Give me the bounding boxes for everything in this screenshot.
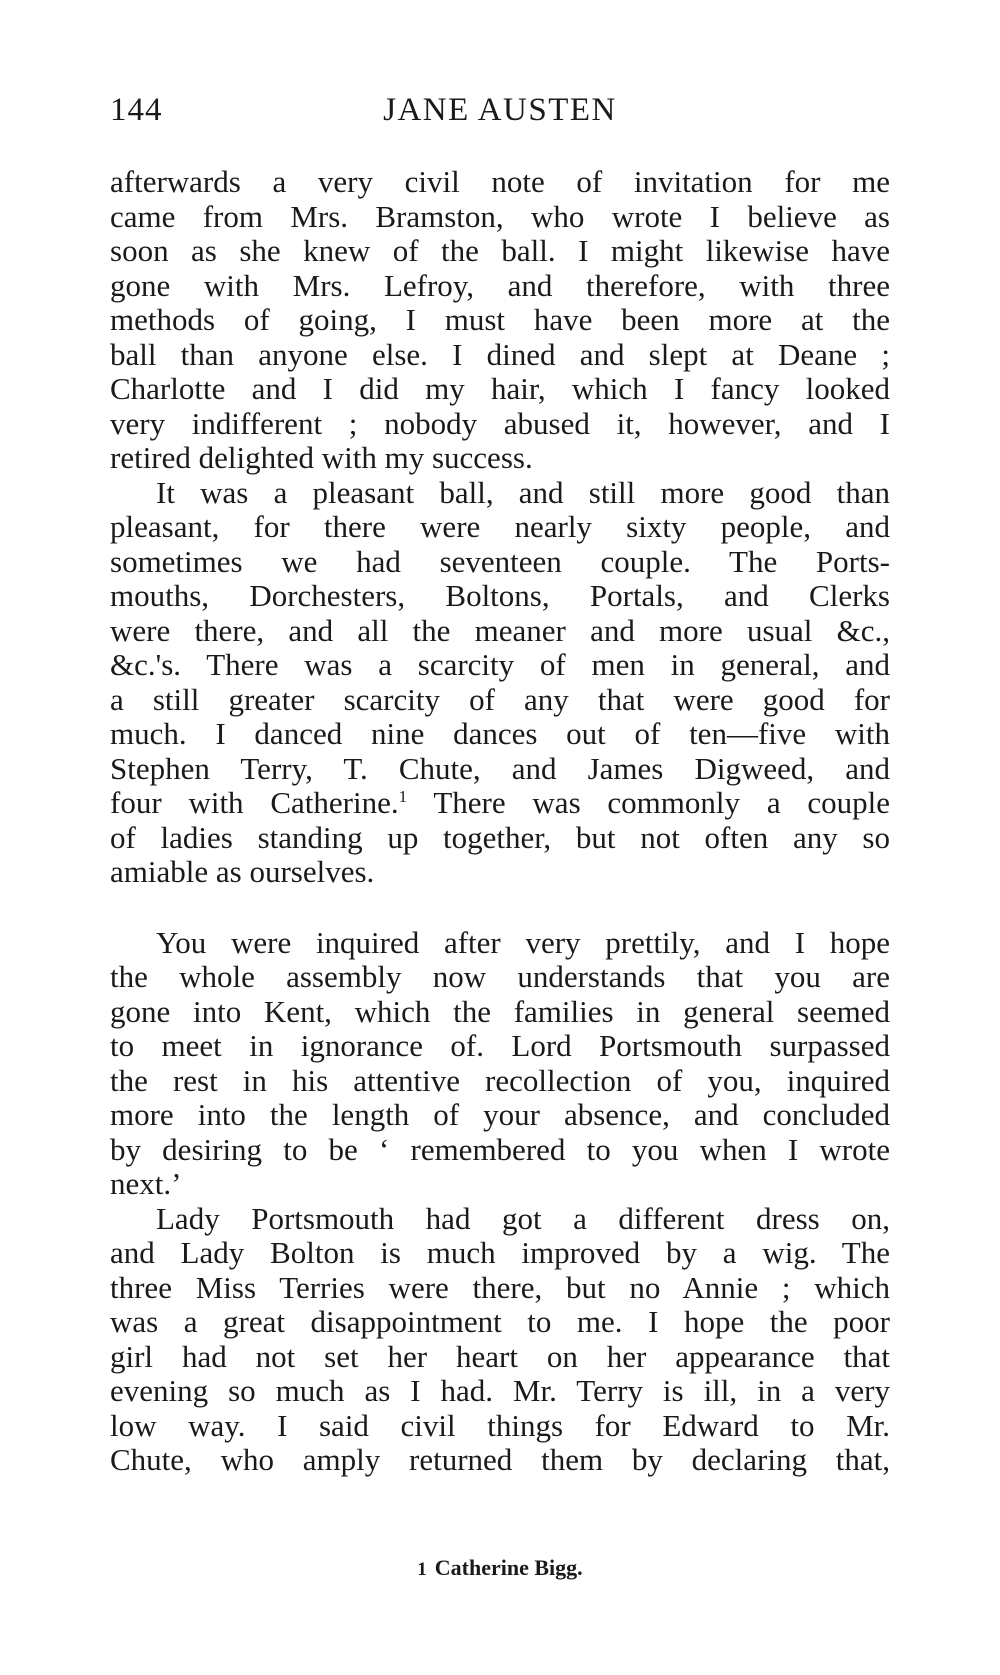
- text-line: gone into Kent, which the families in general seemed: [110, 993, 890, 1029]
- text-line: much. I danced nine dances out of ten—five with: [110, 716, 890, 751]
- body-text: [110, 165, 890, 1478]
- text-line: &c.'s. There was a scarcity of men in general, and: [110, 647, 890, 682]
- text-line: Stephen Terry, T. Chute, and James Digweed, and: [110, 750, 890, 786]
- text-line: the whole assembly now understands that you are: [110, 959, 890, 994]
- text-line: were there, and all the meaner and more usual &c.,: [110, 612, 890, 648]
- text-line: amiable as ourselves.: [110, 854, 375, 889]
- text-line: It was a pleasant ball, and still more good than: [156, 474, 890, 510]
- footnote-marker: 1: [417, 1559, 427, 1580]
- text-line: afterwards a very civil note of invitation for me: [110, 164, 890, 199]
- text-segment: There was commonly a couple: [407, 785, 890, 820]
- footnote-text: Catherine Bigg.: [434, 1555, 583, 1580]
- text-line: by desiring to be ‘ remembered to you when I wrote: [110, 1131, 890, 1167]
- text-line: to meet in ignorance of. Lord Portsmouth surpassed: [110, 1028, 890, 1063]
- text-line: Charlotte and I did my hair, which I fancy looked: [110, 371, 890, 406]
- section-break: [110, 890, 890, 926]
- text-line: gone with Mrs. Lefroy, and therefore, with three: [110, 267, 890, 303]
- text-line: You were inquired after very prettily, and I hope: [156, 924, 890, 960]
- text-line: more into the length of your absence, and concluded: [110, 1097, 890, 1132]
- text-line: pleasant, for there were nearly sixty people, and: [110, 509, 890, 544]
- text-line: mouths, Dorchesters, Boltons, Portals, and Clerks: [110, 578, 890, 613]
- text-line: was a great disappointment to me. I hope the poor: [110, 1304, 890, 1339]
- text-line: Lady Portsmouth had got a different dress on,: [156, 1200, 890, 1236]
- footnote-reference: 1: [398, 787, 408, 806]
- running-head: JANE AUSTEN: [383, 92, 617, 128]
- text-line: of ladies standing up together, but not often any so: [110, 819, 890, 855]
- text-line: evening so much as I had. Mr. Terry is ill, in a very: [110, 1373, 890, 1408]
- text-line: came from Mrs. Bramston, who wrote I believe as: [110, 198, 890, 234]
- text-line: sometimes we had seventeen couple. The Ports-: [110, 543, 890, 579]
- text-line: retired delighted with my success.: [110, 440, 533, 475]
- text-line: girl had not set her heart on her appearance that: [110, 1338, 890, 1374]
- text-line: ball than anyone else. I dined and slept at Deane ;: [110, 336, 890, 372]
- footnote: [110, 1555, 890, 1581]
- text-line: next.’: [110, 1166, 182, 1201]
- text-line: methods of going, I must have been more at the: [110, 302, 890, 337]
- text-line: the rest in his attentive recollection of you, inquired: [110, 1062, 890, 1098]
- text-line: and Lady Bolton is much improved by a wig. The: [110, 1235, 890, 1270]
- page-number: 144: [110, 92, 163, 128]
- text-line: a still greater scarcity of any that were good for: [110, 681, 890, 717]
- text-line: low way. I said civil things for Edward to Mr.: [110, 1407, 890, 1443]
- text-line: very indifferent ; nobody abused it, however, and I: [110, 405, 890, 441]
- text-line: Chute, who amply returned them by declaring that,: [110, 1442, 890, 1477]
- text-line: three Miss Terries were there, but no Annie ; which: [110, 1269, 890, 1305]
- page-header: [110, 92, 890, 142]
- text-line: soon as she knew of the ball. I might likewise have: [110, 233, 890, 268]
- text-segment: four with Catherine.: [110, 785, 399, 820]
- text-line: [110, 786, 890, 821]
